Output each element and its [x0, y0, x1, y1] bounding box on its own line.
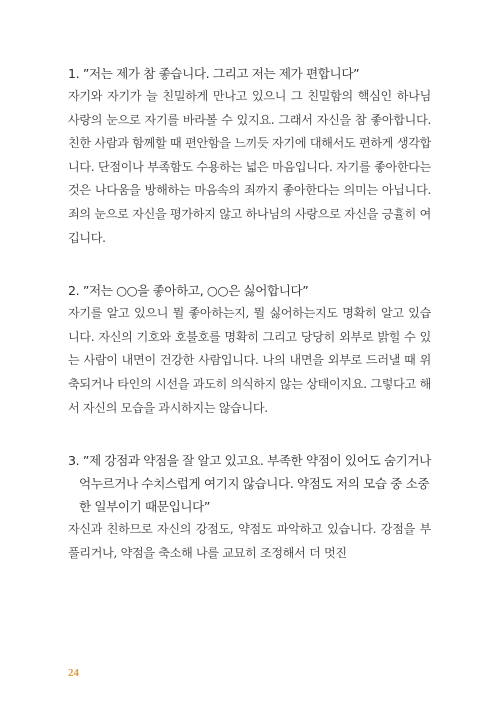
page-number: 24: [68, 667, 79, 679]
section-number: 3.: [68, 453, 80, 469]
section-number: 2.: [68, 283, 80, 299]
section-heading-text: ”저는 제가 참 좋습니다. 그리고 저는 제가 편합니다”: [82, 66, 360, 81]
section-heading-text: ”제 강점과 약점을 잘 알고 있고요. 부족한 약점이 있어도 숨기거나 억누르거나 수치스럽게 여기지 않습니다. 약점도 저의 모습 중 소중한 일부이기 때문입니다”: [79, 453, 431, 515]
page-content: [68, 62, 431, 594]
section-body: 자기를 알고 있으니 뭘 좋아하는지, 뭘 싫어하는지도 명확히 알고 있습니다. 자신의 기호와 호불호를 명확히 그리고 당당히 외부로 밝힐 수 있는 사람이 내면이 건강한 사람입니다. 나의 내면을 외부로 드러낼 때 위축되거나 타인의 시선을 과도히 의식하지 않는 상태이지요. 그렇다고 해서 자신의 모습을 과시하지는 않습니다.: [68, 306, 431, 415]
section-heading: [68, 449, 431, 518]
section-number: 1.: [68, 66, 80, 81]
section-1: [68, 62, 431, 250]
section-body: 자기와 자기가 늘 친밀하게 만나고 있으니 그 친밀함의 핵심인 하나님 사랑의 눈으로 자기를 바라볼 수 있지요. 그래서 자신을 참 좋아합니다. 친한 사람과 함께할 때 편안함을 느끼듯 자기에 대해서도 편하게 생각합니다. 단점이나 부족함도 수용하는 넓은 마음입니다. 자기를 좋아한다는 것은 나다움을 방해하는 마음속의 죄까지 좋아한다는 의미는 아닙니다. 죄의 눈으로 자신을 평가하지 않고 하나님의 사랑으로 자신을 긍휼히 여깁니다.: [68, 89, 431, 245]
section-2: [68, 279, 431, 420]
section-heading: [68, 62, 431, 85]
section-heading-text: ”저는 ○○을 좋아하고, ○○은 싫어합니다”: [82, 283, 309, 299]
section-heading: [68, 279, 431, 302]
section-3: [68, 449, 431, 565]
section-body: 자신과 친하므로 자신의 강점도, 약점도 파악하고 있습니다. 강점을 부풀리거나, 약점을 축소해 나를 교묘히 조정해서 더 멋진: [68, 522, 431, 560]
